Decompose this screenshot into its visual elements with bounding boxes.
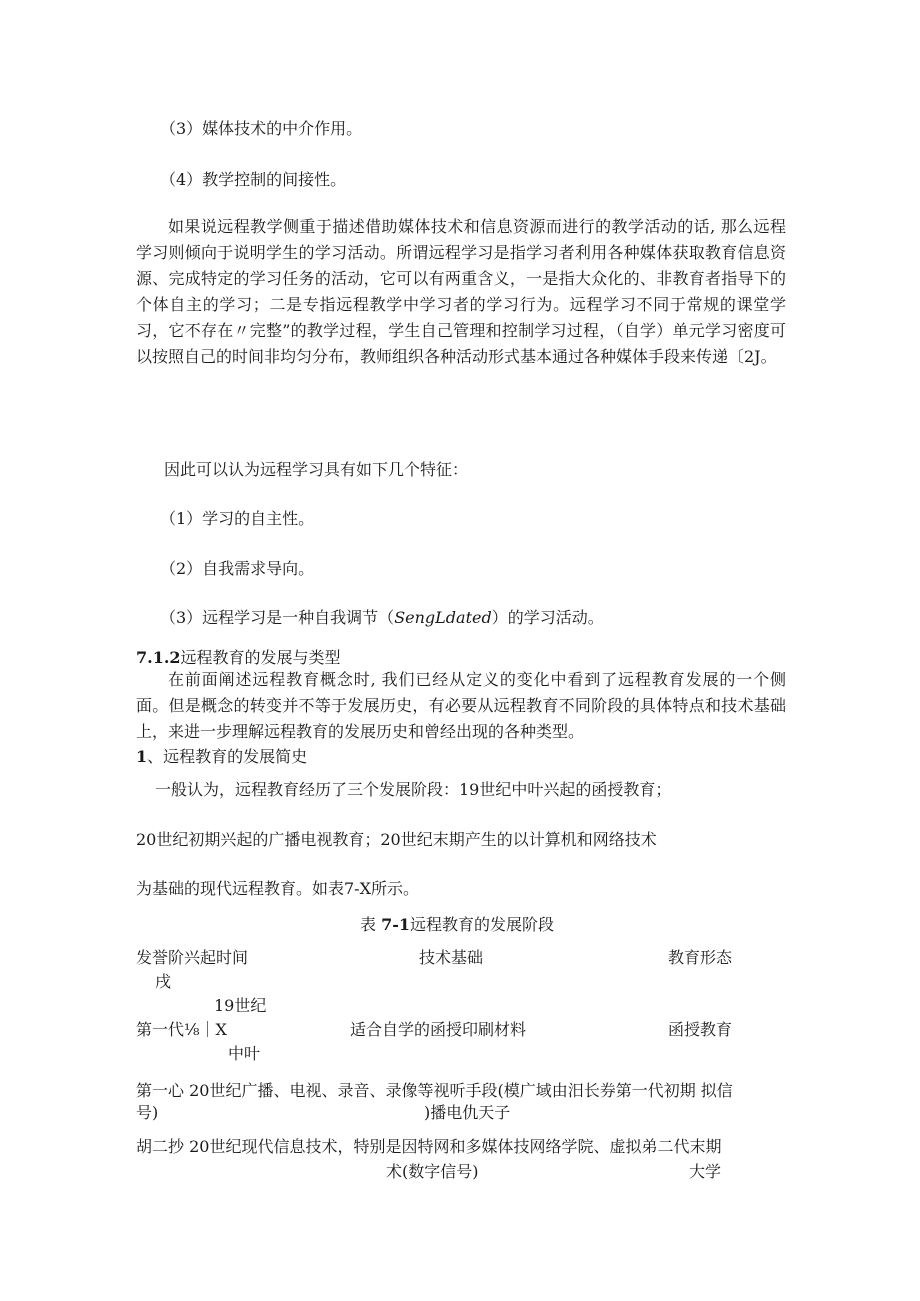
history-line-1: 一般认为，远程教育经历了三个发展阶段：19世纪中叶兴起的函授教育； (155, 780, 672, 799)
row3-line-1: 胡二抄 20世纪现代信息技术，特别是因特网和多媒体技网络学院、虚拟弟二代末期 (136, 1137, 722, 1156)
section-number: 7.1.2 (136, 648, 181, 667)
row2-line-1: 第一心 20世纪广播、电视、录音、录像等视听手段(模广域由汨长券第一代初期 拟信 (136, 1081, 733, 1100)
paragraph-features-intro: 因此可以认为远程学习具有如下几个特征： (164, 460, 469, 479)
section-heading (136, 648, 341, 668)
row1-time-top: 19世纪 (214, 996, 267, 1015)
header-edu-form: 教育形态 (668, 948, 733, 967)
feature-3-text-after: ）的学习活动。 (491, 608, 604, 627)
header-stage-time-wrap: 戌 (155, 972, 172, 991)
row1-time-bottom: 中叶 (228, 1044, 261, 1063)
row2-line-2b: )播电仇天子 (424, 1103, 511, 1122)
history-line-2: 20世纪初期兴起的广播电视教育；20世纪末期产生的以计算机和网络技术 (136, 830, 657, 849)
feature-3-term: SengLdated (394, 608, 492, 627)
row3-line-2a: 术(数字信号) (386, 1162, 479, 1181)
paragraph-development: 在前面阐述远程教育概念时, 我们已经从定义的变化中看到了远程教育发展的一个侧面。但是概念的转变并不等于发展历史，有必要从远程教育不同阶段的具体特点和技术基础上，来进一步理解远程教育的发展历史和曾经出现的各种类型。 (136, 670, 786, 741)
table-caption-prefix: 表 (360, 915, 377, 934)
feature-item-2: （2）自我需求导向。 (160, 559, 315, 578)
row1-label: 第一代⅛｜X (136, 1020, 227, 1039)
intro-item-4: （4）教学控制的间接性。 (160, 170, 347, 189)
table-caption-title: 远程教育的发展阶段 (410, 915, 555, 934)
history-line-3: 为基础的现代远程教育。如表7-X所示。 (136, 879, 419, 898)
intro-item-3: （3）媒体技术的中介作用。 (160, 119, 363, 138)
table-caption (360, 915, 554, 935)
table-caption-number: 7-1 (381, 915, 411, 934)
subsection-title: 、远程教育的发展简史 (147, 747, 308, 766)
feature-3-text-before: （3）远程学习是一种自我调节（ (160, 608, 395, 627)
row1-form: 函授教育 (668, 1020, 733, 1039)
header-stage-time: 发誉阶兴起时间 (136, 948, 249, 967)
feature-item-1: （1）学习的自主性。 (160, 509, 315, 528)
section-title: 远程教育的发展与类型 (180, 648, 341, 667)
subsection-number: 1 (136, 747, 148, 766)
feature-item-3 (160, 608, 604, 628)
row3-line-2b: 大学 (689, 1162, 722, 1181)
subsection-heading (136, 747, 307, 767)
row2-line-2a: 号) (136, 1103, 159, 1122)
row1-tech: 适合自学的函授印刷材料 (350, 1020, 527, 1039)
header-tech-basis: 技术基础 (419, 948, 484, 967)
paragraph-remote-learning: 如果说远程教学侧重于描述借助媒体技术和信息资源而进行的教学活动的话, 那么远程学习则倾向于说明学生的学习活动。所谓远程学习是指学习者利用各种媒体获取教育信息资源、完成特定的学习任务的活动，它可以有两重含义，一是指大众化的、非教育者指导下的个体自主的学习；二是专指远程教学中学习者的学习行为。远程学习不同于常规的课堂学习，它不存在〃完整”的教学过程，学生自己管理和控制学习过程，（自学）单元学习密度可以按照自己的时间非均匀分布，教师组织各种活动形式基本通过各种媒体手段来传递〔2J。 (136, 217, 786, 366)
